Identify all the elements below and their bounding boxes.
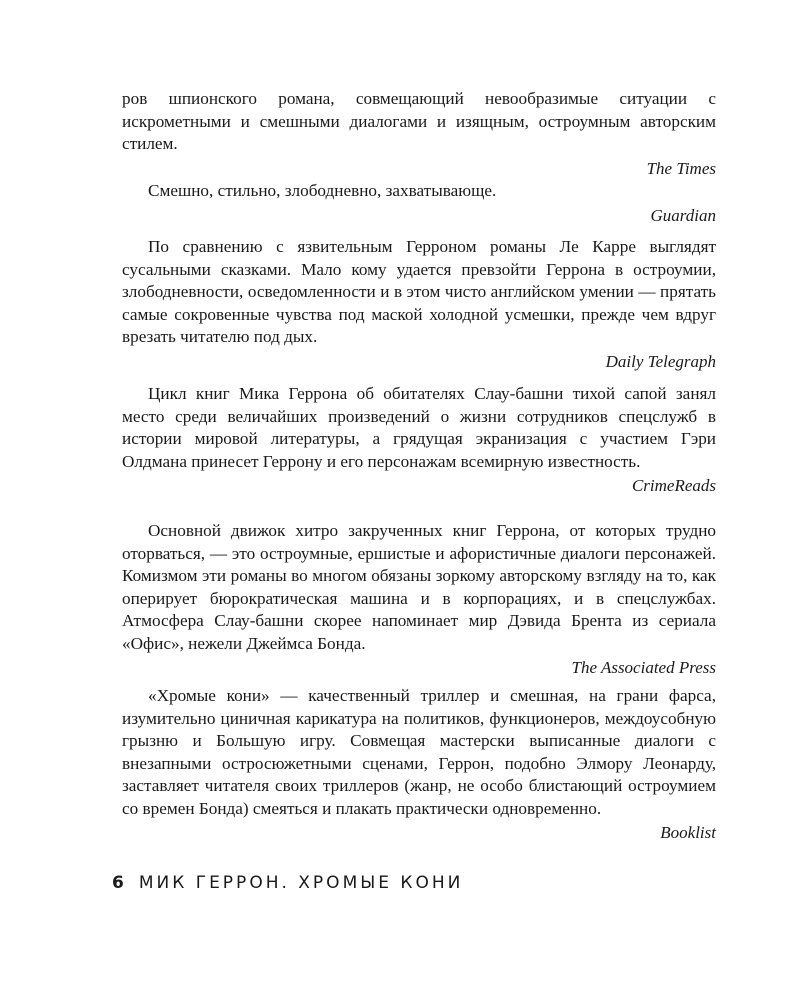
quote-source: Guardian (650, 205, 716, 225)
running-head: МИК ГЕРРОН. ХРОМЫЕ КОНИ (138, 873, 464, 893)
review-quote-crimereads (122, 383, 716, 496)
review-quote-daily-telegraph (122, 236, 716, 372)
quote-text: По сравнению с язвительным Герроном романы Ле Карре выглядят сусальными сказками. Мало кому удается превзойти Геррона в остроумии, злободневности, осведомленности и в этом чисто английском умении — прятать самые сокровенные чувства под маской холодной усмешки, прежде чем вдруг врезать читателю под дых. (122, 237, 716, 346)
review-quote-booklist (122, 685, 716, 843)
quote-source: Daily Telegraph (605, 351, 716, 371)
quote-text: Смешно, стильно, злободневно, захватывающе. (148, 181, 497, 200)
page-number: 6 (112, 873, 127, 893)
quote-text: «Хромые кони» — качественный триллер и смешная, на грани фарса, изумительно циничная карикатура на политиков, функционеров, междоусобную грызню и Большую игру. Совмещая мастерски выписанные диалоги с внезапными остросюжетными сценами, Геррон, подобно Элмору Леонарду, заставляет читателя своих триллеров (жанр, не особо блистающий остроумием со времен Бонда) смеяться и плакать практически одновременно. (122, 686, 716, 818)
quote-text: Цикл книг Мика Геррона об обитателях Слау-башни тихой сапой занял место среди величайших произведений о жизни сотрудников спецслужб в истории мировой литературы, а грядущая экранизация с участием Гэри Олдмана принесет Геррону и его персонажам всемирную известность. (122, 384, 716, 471)
running-footer (112, 873, 463, 893)
review-quote-times (122, 88, 716, 179)
quote-source: Booklist (660, 823, 716, 842)
quote-source: CrimeReads (631, 476, 716, 495)
quote-source: The Associated Press (571, 658, 716, 677)
quote-text: ров шпионского романа, совмещающий невообразимые ситуации с искрометными и смешными диалогами и изящным, остроумным авторским стилем. (122, 89, 716, 153)
quote-source: The Times (646, 158, 716, 178)
review-quote-associated-press (122, 520, 716, 678)
quote-text: Основной движок хитро закрученных книг Геррона, от которых трудно оторваться, — это остроумные, ершистые и афористичные диалоги персонажей. Комизмом эти романы во многом обязаны зоркому авторскому взгляду на то, как оперирует бюрократическая машина и в корпорациях, и в спецслужбах. Атмосфера Слау-башни скорее напоминает мир Дэвида Брента из сериала «Офис», нежели Джеймса Бонда. (122, 521, 716, 653)
review-quote-guardian (122, 180, 716, 226)
